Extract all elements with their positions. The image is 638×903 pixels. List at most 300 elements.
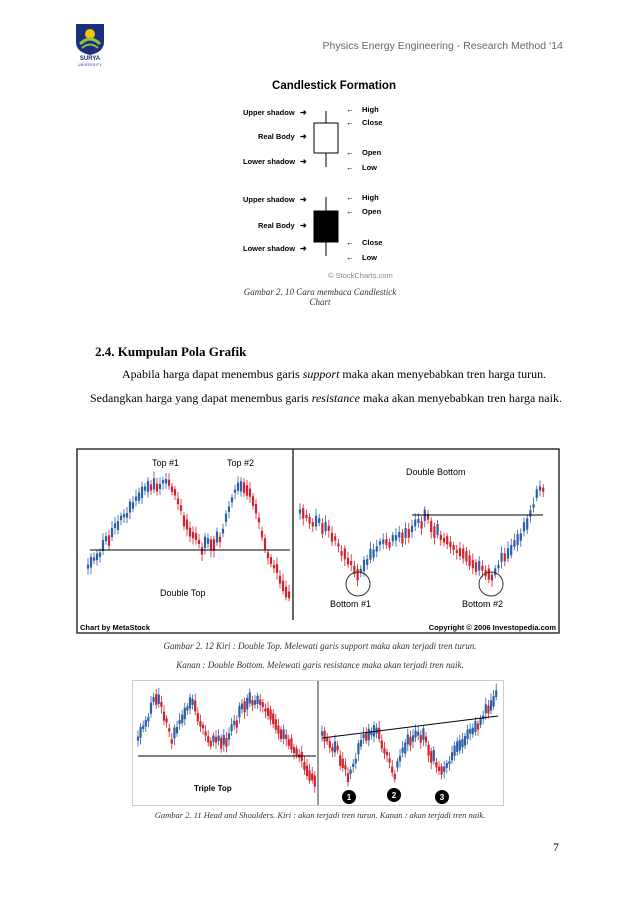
candle-body — [186, 706, 188, 710]
candle-body — [355, 759, 357, 764]
chart-by-credit: Chart by MetaStock — [80, 623, 151, 632]
marker-2-text: 2 — [391, 791, 397, 800]
candle-body — [228, 733, 230, 739]
candle-body — [472, 728, 474, 734]
candle-body — [231, 497, 233, 502]
candle-body — [290, 738, 292, 749]
candle-body — [272, 714, 274, 724]
candle-body — [93, 557, 95, 560]
candle-body — [87, 565, 89, 569]
candle-body — [165, 479, 167, 483]
candle-body — [474, 721, 476, 732]
candle-body — [194, 701, 196, 712]
candle-body — [184, 708, 186, 719]
arrow-left-icon: ← — [346, 163, 354, 172]
candle-body — [141, 487, 143, 498]
candle-body — [90, 557, 92, 568]
candle-body — [223, 735, 225, 745]
candle-body — [240, 481, 242, 491]
candle-body — [201, 547, 203, 554]
arrow-right-icon: ➜ — [300, 244, 307, 253]
candle-body — [331, 533, 333, 542]
candle-body — [288, 739, 290, 745]
figure1-caption-line2: Chart — [309, 297, 331, 307]
candle-body — [453, 545, 455, 550]
candle-body — [186, 520, 188, 530]
candle-body — [180, 505, 182, 510]
marker-3-text: 3 — [439, 793, 445, 802]
candle-body — [389, 542, 391, 548]
figure2-caption-line1: Gambar 2. 12 Kiri : Double Top. Melewati garis support maka akan terjadi tren turun. — [163, 641, 477, 651]
candle-body — [344, 548, 346, 559]
candle-body — [306, 766, 308, 776]
candle-body — [398, 532, 400, 537]
candle-body — [259, 700, 261, 705]
candle-body — [465, 551, 467, 561]
candle-body — [177, 499, 179, 505]
candle-body — [168, 480, 170, 486]
candle-body — [368, 729, 370, 740]
candle-body — [270, 709, 272, 719]
candle-body — [363, 560, 365, 571]
label-open-1: Open — [362, 148, 382, 157]
candle-body — [443, 767, 445, 772]
label-bottom2: Bottom #2 — [462, 599, 504, 609]
candle-body — [123, 514, 125, 517]
arrow-right-icon: ➜ — [300, 108, 307, 117]
candle-body — [222, 529, 224, 533]
arrow-right-icon: ➜ — [300, 132, 307, 141]
candle-body — [504, 553, 506, 561]
candle-body — [111, 528, 113, 537]
para-text: Sedangkan harga yang dapat menembus garis — [90, 391, 312, 405]
candle-body — [435, 762, 437, 767]
candle-body — [155, 694, 157, 705]
candle-body — [285, 735, 287, 740]
candle-body — [102, 540, 104, 551]
candle-body — [243, 482, 245, 492]
candle-body — [153, 478, 155, 489]
candle-body — [542, 488, 544, 492]
candle-body — [225, 514, 227, 522]
candle-body — [237, 483, 239, 491]
candle-body — [331, 747, 333, 751]
label-top2: Top #2 — [227, 458, 255, 468]
candle-body — [249, 692, 251, 703]
candle-body — [382, 539, 384, 543]
candle-body — [270, 557, 272, 564]
candle-body — [162, 480, 164, 483]
label-lower-shadow-2: Lower shadow — [243, 244, 296, 253]
candle-body — [192, 699, 194, 705]
candle-body — [296, 748, 298, 755]
candle-body — [309, 517, 311, 524]
page-number: 7 — [553, 840, 559, 854]
candle-body — [517, 534, 519, 545]
para-text: maka akan menyebabkan tren harga turun. — [339, 367, 547, 381]
candle-body — [204, 537, 206, 548]
candle-body — [389, 758, 391, 762]
candle-body — [293, 747, 295, 753]
candle-body — [275, 719, 277, 729]
arrow-left-icon: ← — [346, 238, 354, 247]
candle-body — [150, 703, 152, 714]
candle-body — [171, 487, 173, 493]
candle-body — [228, 507, 230, 512]
candle-body — [325, 522, 327, 531]
candle-body — [174, 489, 176, 495]
candle-body — [391, 767, 393, 773]
candle-body — [379, 541, 381, 544]
candle-body — [251, 700, 253, 705]
candle-body — [475, 562, 477, 572]
figure1-caption — [210, 287, 430, 307]
candle-body — [273, 565, 275, 568]
candle-body — [411, 526, 413, 532]
candle-body — [192, 532, 194, 538]
candle-body — [108, 535, 110, 546]
candle-body — [350, 561, 352, 565]
candle-body — [309, 770, 311, 780]
candle-body — [357, 743, 359, 754]
label-double-bottom: Double Bottom — [406, 467, 466, 477]
candle-body — [183, 515, 185, 526]
candle-body — [153, 697, 155, 702]
candle-body — [365, 732, 367, 740]
para-text: Apabila harga dapat menembus garis — [122, 367, 303, 381]
candle-body — [189, 528, 191, 537]
candle-body — [446, 536, 448, 544]
candle-body — [233, 721, 235, 725]
label-top1: Top #1 — [152, 458, 180, 468]
arrow-left-icon: ← — [346, 105, 354, 114]
candle-body — [437, 524, 439, 535]
candle-body — [195, 533, 197, 540]
label-triple-top: Triple Top — [194, 784, 232, 793]
candle-body — [495, 690, 497, 697]
candle-body — [507, 548, 509, 558]
candle-body — [433, 526, 435, 538]
candle-body — [350, 770, 352, 774]
candle-body — [421, 521, 423, 528]
candle-body — [536, 489, 538, 497]
candle-body — [147, 481, 149, 492]
candle-body — [114, 523, 116, 528]
label-high-1: High — [362, 105, 379, 114]
logo-subtext: UNIVERSITY — [77, 63, 102, 67]
section-heading: 2.4. Kumpulan Pola Grafik — [95, 344, 247, 359]
candle-body — [461, 739, 463, 747]
running-title: Physics Energy Engineering - Research Method ‘14 — [322, 40, 563, 52]
candle-body — [417, 732, 419, 736]
candle-body — [249, 489, 251, 497]
candle-body — [318, 518, 320, 523]
candle-body — [225, 738, 227, 747]
candle-body — [334, 741, 336, 752]
label-low-2: Low — [362, 253, 377, 262]
candle-body — [381, 740, 383, 748]
label-close-1: Close — [362, 118, 383, 127]
candle-body — [160, 702, 162, 707]
candle-body — [324, 731, 326, 742]
candle-body — [264, 538, 266, 549]
candle-body — [469, 729, 471, 734]
candle-body — [501, 553, 503, 562]
logo-text: SURYA — [79, 56, 101, 62]
candle-body — [236, 720, 238, 727]
candle-body — [490, 700, 492, 710]
candle-body — [255, 504, 257, 513]
candle-body — [407, 735, 409, 745]
label-real-body-1: Real Body — [258, 132, 295, 141]
candle-body — [254, 700, 256, 704]
candle-body — [385, 539, 387, 545]
candle-body — [171, 739, 173, 744]
candle-body — [526, 518, 528, 529]
candle-body — [369, 549, 371, 560]
candle-body — [337, 745, 339, 750]
figure2-caption-line2: Kanan : Double Bottom. Melewati garis resistance maka akan terjadi tren naik. — [176, 660, 464, 670]
candle-body — [472, 560, 474, 568]
candle-body — [520, 533, 522, 541]
candle-body — [277, 726, 279, 734]
candle-body — [126, 513, 128, 518]
label-lower-shadow-1: Lower shadow — [243, 157, 296, 166]
label-close-2: Close — [362, 238, 383, 247]
candle-body — [117, 521, 119, 530]
candle-body — [438, 767, 440, 771]
candle-body — [283, 729, 285, 738]
arrow-left-icon: ← — [346, 118, 354, 127]
candle-body — [360, 740, 362, 746]
candle-body — [441, 766, 443, 774]
candle-body — [363, 734, 365, 738]
candle-body — [376, 546, 378, 551]
candle-body — [456, 741, 458, 751]
candle-body — [341, 551, 343, 556]
candle-body — [414, 520, 416, 527]
candle-body — [412, 735, 414, 741]
candle-body — [246, 698, 248, 710]
candle-body — [120, 516, 122, 520]
candle-body — [464, 736, 466, 746]
candle-body — [430, 521, 432, 532]
candle-body — [189, 697, 191, 708]
candle-body — [314, 775, 316, 786]
arrow-right-icon: ➜ — [300, 157, 307, 166]
candle-body — [105, 536, 107, 541]
candle-body — [392, 535, 394, 541]
candle-body — [446, 763, 448, 768]
candle-body — [144, 487, 146, 491]
candle-body — [315, 516, 317, 527]
candle-body — [523, 522, 525, 531]
candle-body — [231, 724, 233, 731]
candle-body — [485, 704, 487, 713]
candle-body — [396, 761, 398, 767]
candle-body — [163, 712, 165, 721]
candle-body — [156, 484, 158, 492]
candle-body — [173, 727, 175, 738]
candle-body — [352, 764, 354, 767]
candle-body — [288, 591, 290, 598]
candle-body — [404, 743, 406, 754]
candle-body — [395, 535, 397, 541]
candle-body — [210, 741, 212, 747]
candle-body — [402, 747, 404, 752]
candle-body — [347, 773, 349, 782]
candle-body — [216, 531, 218, 542]
arrow-left-icon: ← — [346, 207, 354, 216]
candle-body — [150, 484, 152, 490]
candle-body — [285, 587, 287, 597]
candle-body — [451, 752, 453, 760]
candle-body — [513, 540, 515, 547]
label-real-body-2: Real Body — [258, 221, 295, 230]
candle-body — [179, 720, 181, 724]
candle-body — [321, 732, 323, 736]
candle-body — [342, 759, 344, 768]
candle-body — [158, 695, 160, 704]
candle-body — [207, 736, 209, 742]
candle-body — [422, 729, 424, 740]
paragraph-line-2 — [90, 386, 562, 410]
candle-body — [168, 728, 170, 731]
candle-body — [244, 701, 246, 712]
candle-body — [494, 568, 496, 575]
candle-body — [303, 762, 305, 770]
arrow-right-icon: ➜ — [300, 221, 307, 230]
candle-body — [264, 709, 266, 712]
candle-body — [282, 581, 284, 591]
candle-body — [443, 538, 445, 542]
label-low-1: Low — [362, 163, 377, 172]
candle-body — [539, 486, 541, 490]
candle-body — [198, 540, 200, 544]
candle-body — [417, 519, 419, 523]
candle-body — [96, 554, 98, 561]
candle-body — [373, 550, 375, 558]
candle-body — [267, 552, 269, 558]
arrow-right-icon: ➜ — [300, 195, 307, 204]
candle-body — [280, 730, 282, 740]
figure1-caption-line1: Gambar 2. 10 Cara membaca Candlestick — [243, 287, 397, 297]
candle-body — [433, 750, 435, 761]
candle-body — [311, 774, 313, 781]
candle-body — [334, 536, 336, 540]
candle-body — [420, 735, 422, 742]
candle-body — [415, 731, 417, 738]
candle-body — [448, 761, 450, 764]
candle-body — [399, 756, 401, 762]
arrow-left-icon: ← — [346, 253, 354, 262]
candle-body — [321, 523, 323, 534]
candle-body — [481, 566, 483, 571]
candle-body — [279, 576, 281, 584]
candle-body — [99, 553, 101, 557]
arrow-left-icon: ← — [346, 148, 354, 157]
candle-body — [328, 526, 330, 531]
candle-body — [357, 569, 359, 580]
candle-body — [267, 708, 269, 716]
candle-body — [241, 704, 243, 710]
black-candle-body — [314, 211, 338, 242]
candle-body — [147, 717, 149, 721]
candle-body — [378, 728, 380, 739]
candle-body — [205, 731, 207, 735]
candle-body — [135, 497, 137, 501]
candle-body — [276, 564, 278, 573]
candle-body — [302, 508, 304, 519]
figure1-title: Candlestick Formation — [272, 80, 396, 92]
candle-body — [409, 737, 411, 746]
candlestick-formation-figure — [240, 75, 420, 285]
candle-body — [533, 504, 535, 507]
candle-body — [347, 558, 349, 564]
paragraph-line-1 — [90, 362, 562, 386]
candle-body — [459, 740, 461, 750]
para-text: maka akan menyebabkan tren harga naik. — [359, 391, 562, 405]
candle-body — [386, 752, 388, 755]
candle-body — [246, 485, 248, 495]
stockcharts-credit: © StockCharts.com — [328, 271, 393, 280]
candle-body — [383, 748, 385, 753]
candle-body — [449, 542, 451, 547]
candle-body — [142, 726, 144, 729]
para-emphasis-support: support — [302, 367, 340, 381]
candle-body — [329, 741, 331, 748]
arrow-left-icon: ← — [346, 193, 354, 202]
candle-body — [181, 715, 183, 723]
candle-body — [366, 559, 368, 565]
candle-body — [166, 718, 168, 722]
candle-body — [510, 545, 512, 555]
candle-body — [137, 737, 139, 741]
candle-body — [428, 745, 430, 756]
candle-body — [405, 528, 407, 538]
candle-body — [326, 738, 328, 741]
candle-body — [234, 490, 236, 493]
figure3-caption: Gambar 2. 11 Head and Shoulders. Kiri : akan terjadi tren turun. Kanan : akan terjadi tren naik. — [154, 810, 486, 820]
candle-body — [219, 537, 221, 542]
candle-body — [252, 496, 254, 506]
candle-body — [394, 774, 396, 780]
candle-body — [459, 548, 461, 556]
candle-body — [220, 738, 222, 749]
candle-body — [176, 727, 178, 733]
candle-body — [478, 561, 480, 570]
candle-body — [401, 532, 403, 543]
candle-body — [488, 569, 490, 580]
candle-body — [138, 493, 140, 501]
candle-body — [480, 718, 482, 725]
candle-body — [159, 484, 161, 489]
candle-body — [210, 539, 212, 550]
candle-body — [491, 575, 493, 581]
candle-body — [477, 724, 479, 730]
double-top-bottom-figure — [76, 448, 560, 634]
candle-body — [408, 529, 410, 538]
copyright-credit: Copyright © 2006 Investopedia.com — [428, 623, 556, 632]
label-upper-shadow-2: Upper shadow — [243, 195, 295, 204]
candle-body — [261, 531, 263, 537]
candle-body — [487, 706, 489, 714]
candle-body — [339, 755, 341, 766]
candle-body — [145, 720, 147, 727]
label-open-2: Open — [362, 207, 382, 216]
candle-body — [497, 565, 499, 568]
candle-body — [344, 765, 346, 770]
